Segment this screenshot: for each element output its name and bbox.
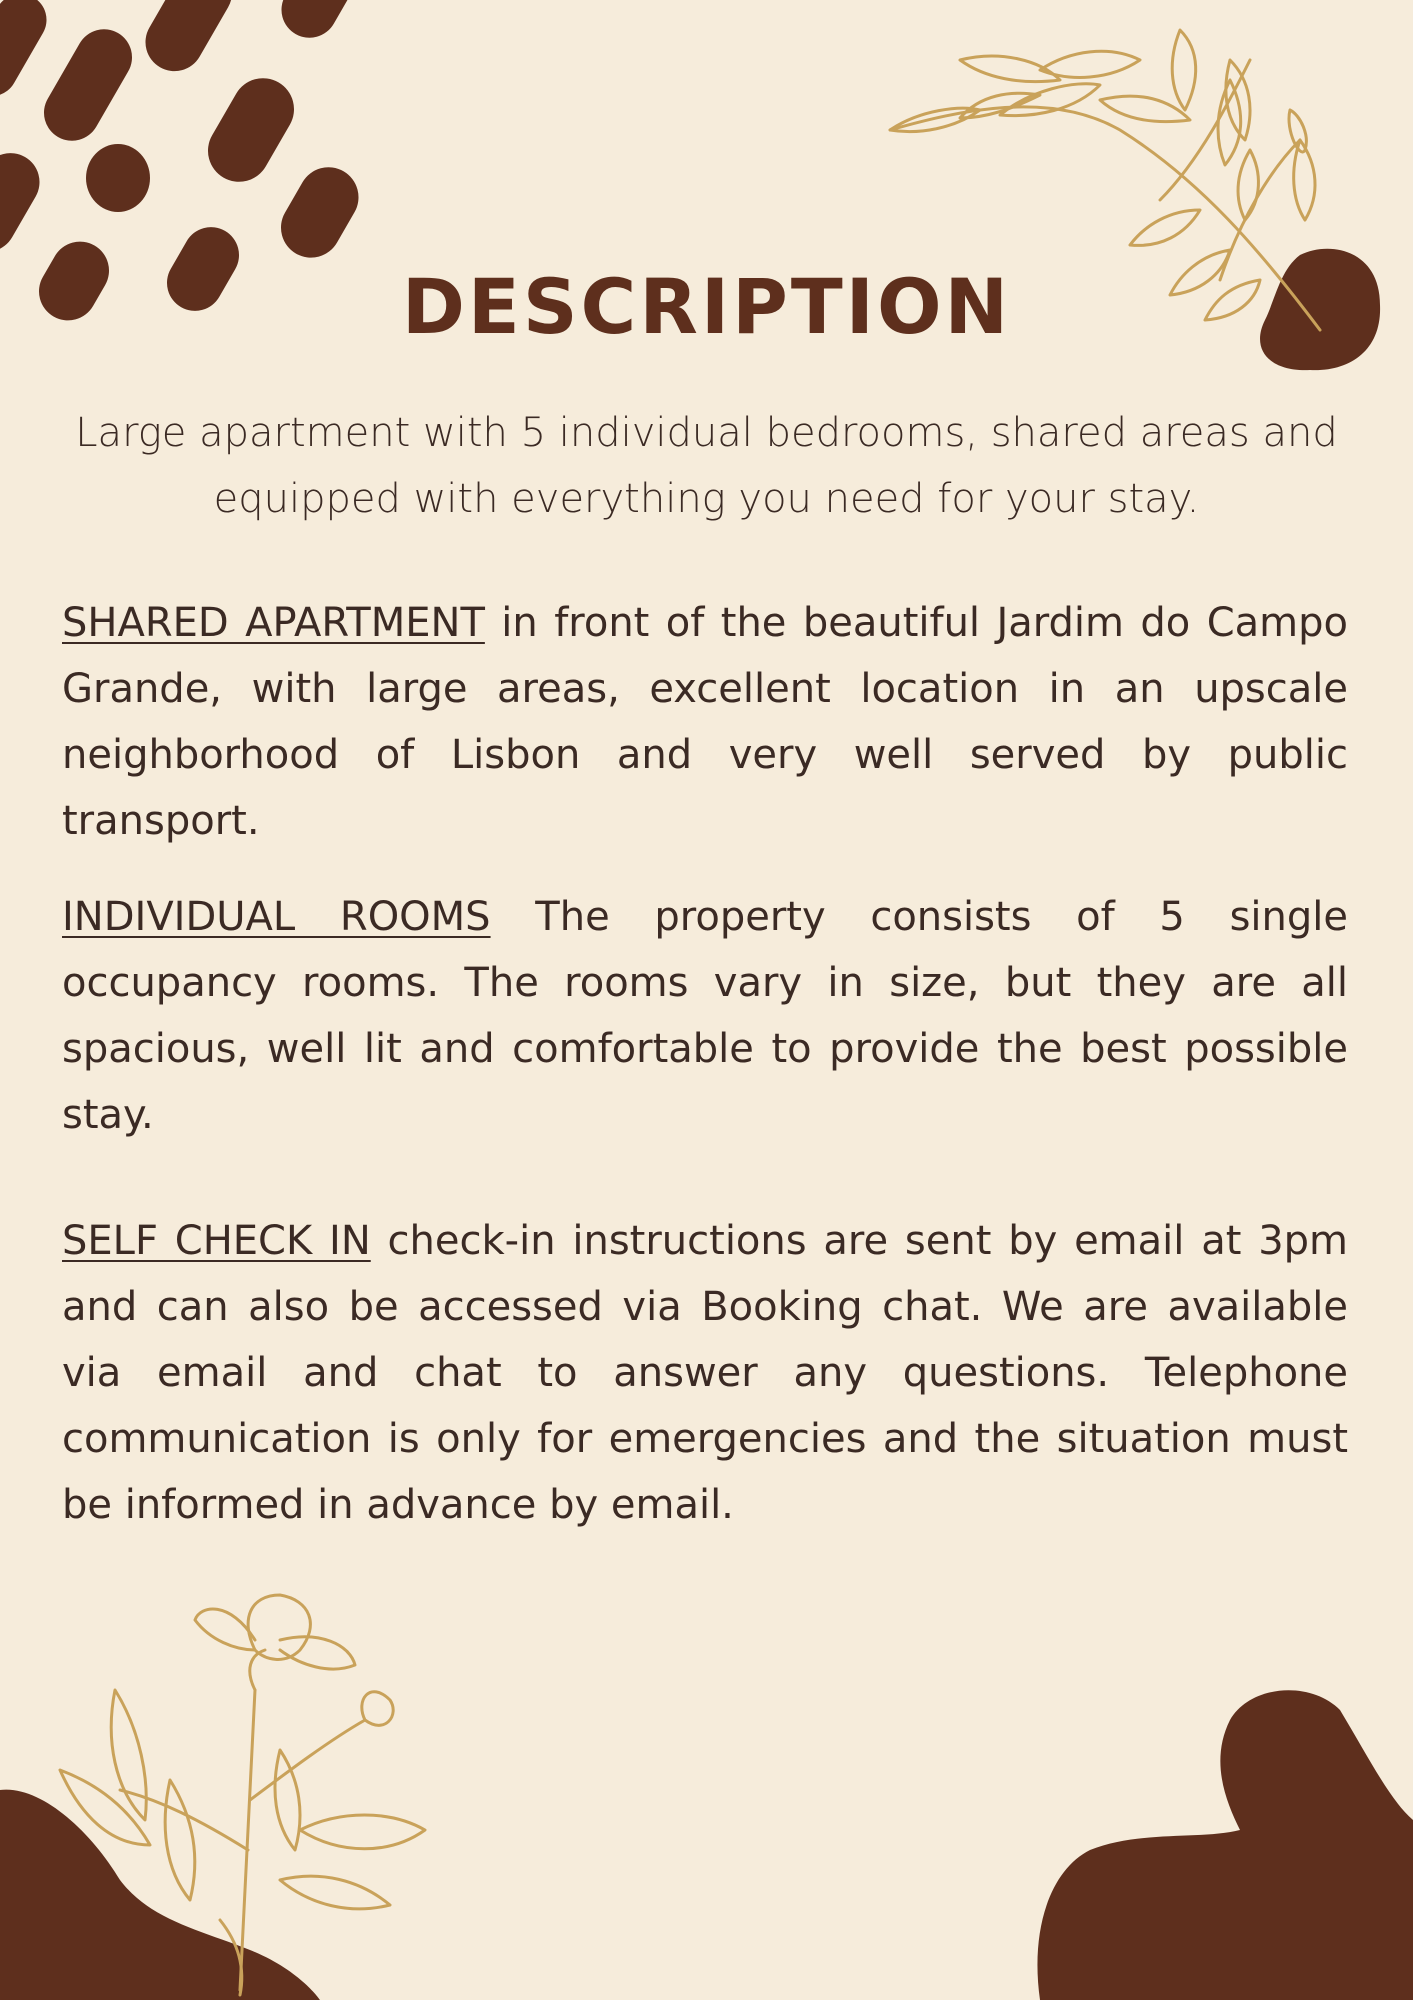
section-text: check-in instructions are sent by email at 3pm and can also be accessed via Booking chat. We are available via email and chat to answer any questions. Telephone communication is only for emergencies and the situation must be informed in advance by email.: [62, 1218, 1348, 1528]
section-self-check-in: [62, 1208, 1348, 1538]
section-individual-rooms: [62, 884, 1348, 1148]
section-heading: SHARED APARTMENT: [62, 600, 485, 646]
section-text: The property consists of 5 single occupancy rooms. The rooms vary in size, but they are all spacious, well lit and comfortable to provide the best possible stay.: [62, 894, 1348, 1138]
blob-icon: [0, 1790, 320, 2000]
flower-icon: [60, 1595, 425, 1995]
section-heading: SELF CHECK IN: [62, 1218, 371, 1264]
page-title: DESCRIPTION: [401, 262, 1012, 351]
section-text: in front of the beautiful Jardim do Campo Grande, with large areas, excellent location in an upscale neighborhood of Lisbon and very well served by public transport.: [62, 600, 1348, 844]
section-heading: INDIVIDUAL ROOMS: [62, 894, 491, 940]
intro-text: Large apartment with 5 individual bedrooms, shared areas and equipped with everything you need for your stay.: [75, 410, 1338, 522]
blob-icon: [1037, 1690, 1413, 2000]
section-shared-apartment: [62, 590, 1348, 854]
